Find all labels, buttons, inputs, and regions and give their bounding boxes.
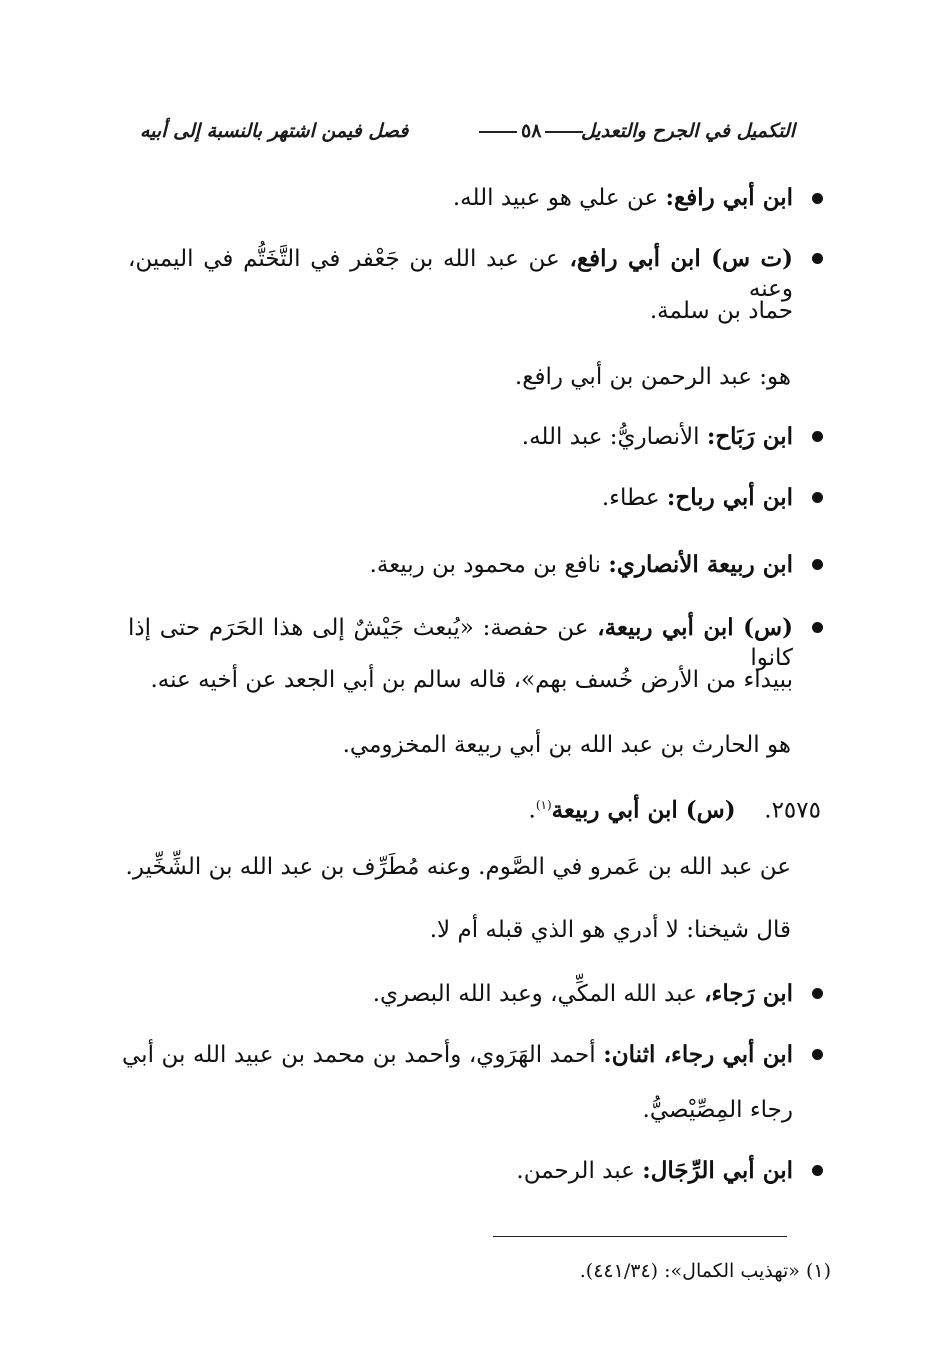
entry-heading-tail: . [528, 797, 536, 824]
header-dash [545, 131, 583, 133]
entry-7-heading [529, 790, 822, 826]
entry-text: عن عبد الله بن جَعْفر في التَّخَتُّم في اليمين، وعنه [128, 246, 793, 302]
entry-9-line-2: رجاء المِصِّيْصيُّ. [642, 1097, 793, 1123]
entry-heading: ابن أبي الرِّجَال: [642, 1157, 793, 1184]
entry-10 [516, 1156, 793, 1186]
entry-text: عطاء. [601, 485, 660, 511]
bullet-icon [812, 1165, 823, 1176]
page-number-text: ٥٨ [521, 120, 542, 142]
entry-text: نافع بن محمود بن ربيعة. [369, 552, 602, 578]
header-section-title: فصل فيمن اشتهر بالنسبة إلى أبيه [140, 120, 409, 142]
entry-heading: (ت س) ابن أبي رافع، [569, 245, 793, 272]
header-dash [479, 131, 517, 133]
entry-heading: (س) ابن أبي ربيعة، [597, 614, 793, 641]
entry-2-note: هو: عبد الرحمن بن أبي رافع. [514, 364, 791, 390]
entry-text: أحمد الهَرَوي، وأحمد بن محمد بن عبيد الله بن أبي [122, 1042, 596, 1068]
running-header [140, 114, 795, 154]
entry-text: عبد الرحمن. [516, 1158, 635, 1184]
bullet-icon [812, 1049, 823, 1060]
bullet-icon [812, 988, 823, 999]
entry-6-line-1 [128, 613, 793, 673]
entry-heading: ابن أبي رافع: [665, 184, 793, 211]
entry-text: عبد الله المكِّي، وعبد الله البصري. [372, 981, 697, 1007]
entry-heading: ابن رَجاء، [704, 980, 793, 1007]
footnote: (١) «تهذيب الكمال»: (٤٤١/٣٤). [579, 1260, 831, 1282]
bullet-icon [812, 431, 823, 442]
entry-2-line-1 [128, 244, 793, 304]
page-number [475, 120, 587, 142]
entry-heading: ابن ربيعة الأنصاري: [608, 551, 793, 578]
entry-1 [453, 183, 793, 213]
entry-text: عن علي هو عبيد الله. [452, 185, 659, 211]
bullet-icon [812, 253, 823, 264]
entry-heading: ابن أبي رباح: [666, 484, 793, 511]
entry-heading: (س) ابن أبي ربيعة [551, 796, 736, 824]
entry-6-note: هو الحارث بن عبد الله بن أبي ربيعة المخزومي. [342, 732, 791, 758]
entry-heading: ابن رَبَاح: [706, 423, 793, 450]
bullet-icon [812, 622, 823, 633]
entry-number: ٢٥٧٥. [764, 797, 821, 824]
header-book-title: التكميل في الجرح والتعديل [580, 120, 795, 142]
entry-8 [373, 979, 793, 1009]
footnote-marker: (١) [535, 798, 552, 812]
footnote-divider [493, 1236, 787, 1237]
entry-text: عن حفصة: «يُبعث جَيْشٌ إلى هذا الحَرَم حتى إذا كانوا [128, 615, 793, 671]
entry-7-comment: قال شيخنا: لا أدري هو الذي قبله أم لا. [429, 917, 791, 943]
entry-3 [522, 422, 793, 452]
entry-5 [370, 550, 793, 580]
bullet-icon [812, 492, 823, 503]
bullet-icon [812, 193, 823, 204]
entry-heading: ابن أبي رجاء، اثنان: [603, 1041, 794, 1068]
entry-2-line-2: حماد بن سلمة. [649, 298, 793, 324]
bullet-icon [812, 559, 823, 570]
entry-4 [602, 483, 793, 513]
entry-6-line-2: ببيداء من الأرض خُسف بهم»، قاله سالم بن أبي الجعد عن أخيه عنه. [150, 667, 793, 693]
entry-7-text: عن عبد الله بن عَمرو في الصَّوم. وعنه مُطَرِّف بن عبد الله بن الشِّخِّير. [125, 854, 791, 880]
entry-9-line-1 [122, 1040, 793, 1070]
entry-text: الأنصاريُّ: عبد الله. [521, 424, 700, 450]
